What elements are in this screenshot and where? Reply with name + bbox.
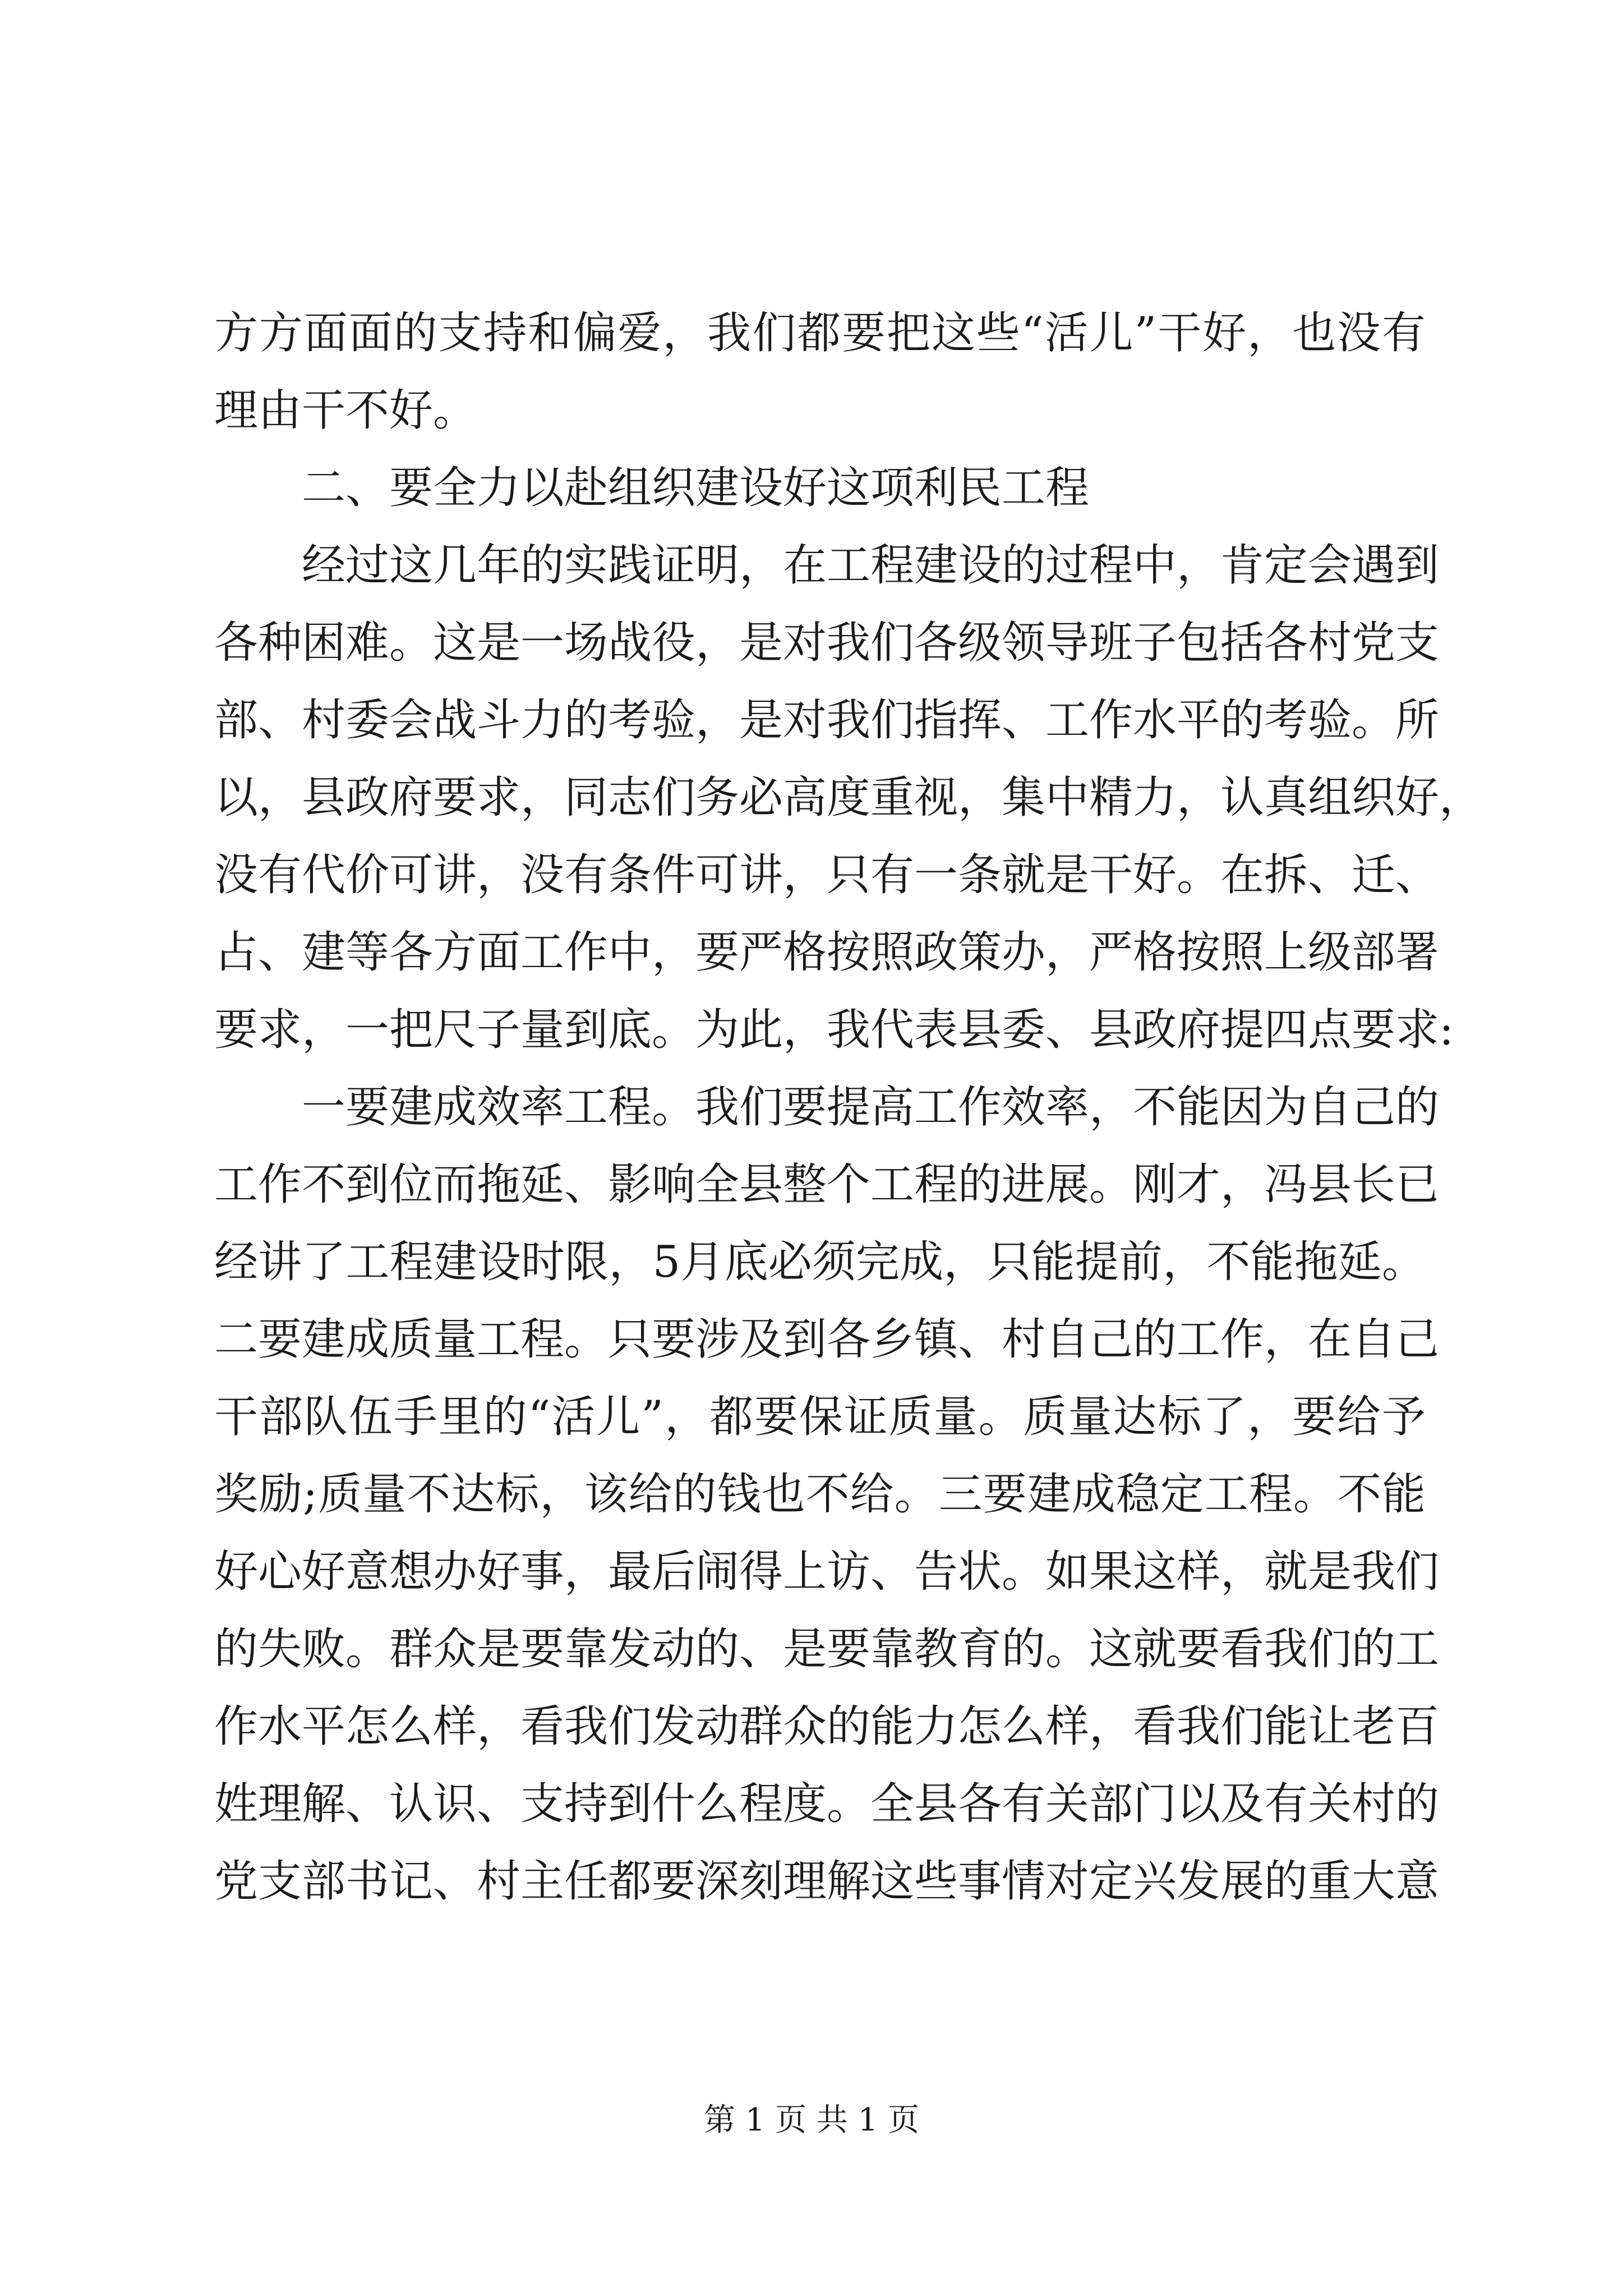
section-heading: 二、要全力以赴组织建设好这项利民工程: [302, 463, 1090, 513]
text-line: 二要建成质量工程。只要涉及到各乡镇、村自己的工作，在自己: [214, 1314, 1440, 1365]
text-line: 各种困难。这是一场战役，是对我们各级领导班子包括各村党支: [214, 618, 1440, 668]
body-text: [214, 295, 1483, 1920]
text-line: 要求，一把尺子量到底。为此，我代表县委、县政府提四点要求:: [214, 1005, 1454, 1055]
text-line: 姓理解、认识、支持到什么程度。全县各有关部门以及有关村的: [214, 1779, 1440, 1829]
text-line: 一要建成效率工程。我们要提高工作效率，不能因为自己的: [302, 1082, 1440, 1133]
text-line: 干部队伍手里的“活儿”，都要保证质量。质量达标了，要给予: [214, 1392, 1426, 1442]
text-line: 以，县政府要求，同志们务必高度重视，集中精力，认真组织好，: [214, 772, 1483, 823]
text-line: 的失败。群众是要靠发动的、是要靠教育的。这就要看我们的工: [214, 1624, 1440, 1674]
text-line: 理由干不好。: [214, 385, 477, 436]
text-line: 作水平怎么样，看我们发动群众的能力怎么样，看我们能让老百: [214, 1701, 1440, 1752]
text-line: 部、村委会战斗力的考验，是对我们指挥、工作水平的考验。所: [214, 695, 1440, 746]
text-line: 党支部书记、村主任都要深刻理解这些事情对定兴发展的重大意: [214, 1856, 1440, 1907]
text-line: 工作不到位而拖延、影响全县整个工程的进展。刚才，冯县长已: [214, 1159, 1440, 1210]
text-line: 经过这几年的实践证明，在工程建设的过程中，肯定会遇到: [302, 540, 1440, 591]
text-line: 经讲了工程建设时限，5月底必须完成，只能提前，不能拖延。: [214, 1237, 1426, 1287]
text-line: 占、建等各方面工作中，要严格按照政策办，严格按照上级部署: [214, 927, 1440, 978]
page-footer: 第 1 页 共 1 页: [703, 2102, 920, 2138]
text-line: 奖励;质量不达标，该给的钱也不给。三要建成稳定工程。不能: [214, 1469, 1426, 1520]
text-line: 没有代价可讲，没有条件可讲，只有一条就是干好。在拆、迁、: [214, 850, 1440, 900]
text-line: 方方面面的支持和偏爱，我们都要把这些“活儿”干好，也没有: [214, 308, 1426, 358]
text-line: 好心好意想办好事，最后闹得上访、告状。如果这样，就是我们: [214, 1547, 1440, 1597]
